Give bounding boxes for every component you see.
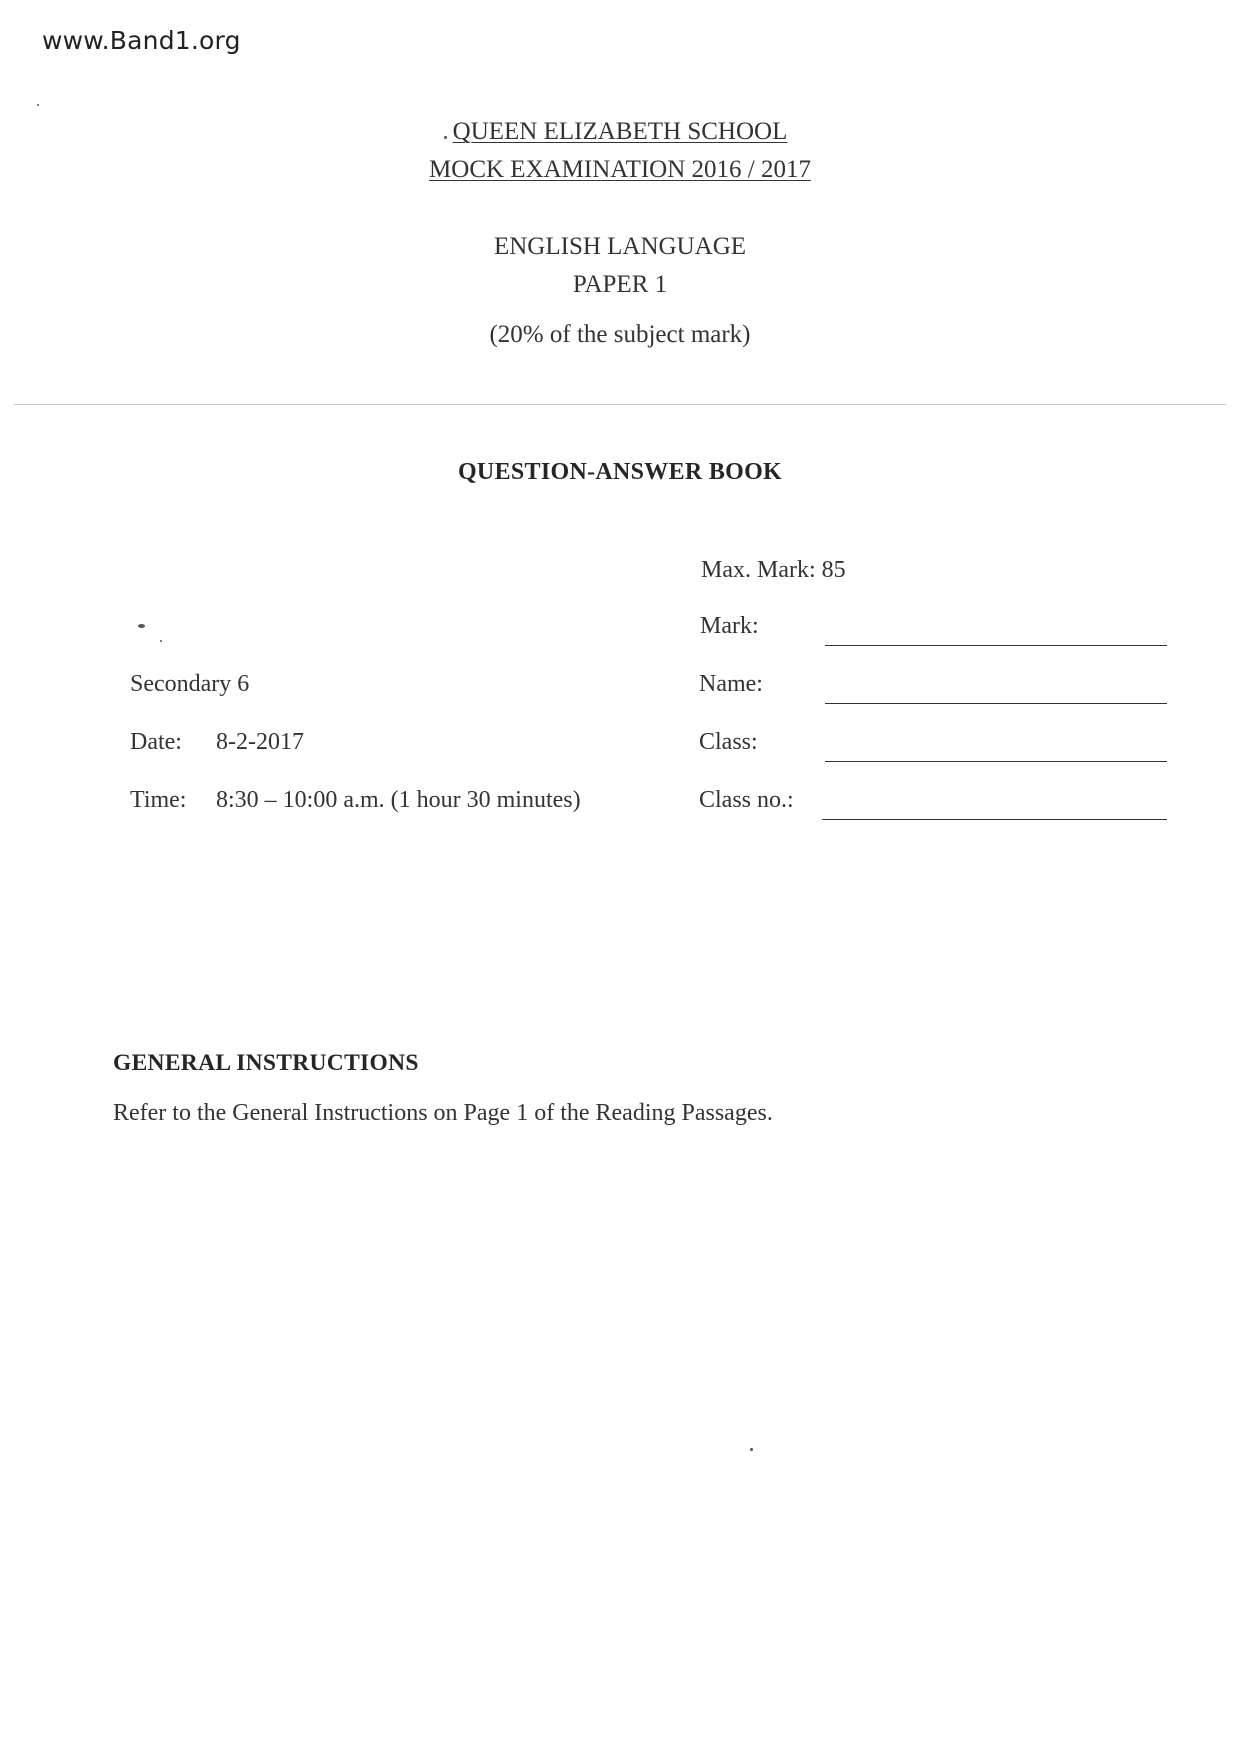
class-no-label: Class no.:	[699, 787, 794, 813]
instructions-heading: GENERAL INSTRUCTIONS	[113, 1050, 419, 1076]
exam-title-line	[0, 156, 1240, 184]
exam-title: MOCK EXAMINATION 2016 / 2017	[429, 156, 811, 183]
school-name: QUEEN ELIZABETH SCHOOL	[452, 118, 788, 145]
class-line	[825, 761, 1167, 762]
date-value: 8-2-2017	[216, 729, 304, 755]
time-value: 8:30 – 10:00 a.m. (1 hour 30 minutes)	[216, 787, 581, 813]
scan-speck	[138, 624, 145, 628]
name-line	[825, 703, 1167, 704]
watermark: www.Band1.org	[42, 26, 241, 55]
scan-speck	[37, 104, 39, 106]
scan-speck	[160, 640, 162, 642]
book-title: QUESTION-ANSWER BOOK	[457, 459, 783, 485]
name-label: Name:	[699, 671, 763, 697]
mark-label: Mark:	[700, 613, 759, 639]
subject-weight: (20% of the subject mark)	[489, 321, 751, 348]
class-label: Class:	[699, 729, 758, 755]
divider	[14, 404, 1226, 405]
class-no-line	[822, 819, 1167, 820]
time-label: Time:	[130, 787, 187, 813]
school-name-line	[0, 118, 1240, 146]
subject-title: ENGLISH LANGUAGE	[493, 233, 747, 260]
mark-line	[825, 645, 1167, 646]
paper-number: PAPER 1	[572, 271, 668, 298]
level: Secondary 6	[130, 671, 250, 697]
date-label: Date:	[130, 729, 182, 755]
instructions-body: Refer to the General Instructions on Page 1 of the Reading Passages.	[113, 1100, 773, 1126]
scan-speck	[750, 1448, 753, 1451]
max-mark: Max. Mark: 85	[701, 557, 846, 583]
